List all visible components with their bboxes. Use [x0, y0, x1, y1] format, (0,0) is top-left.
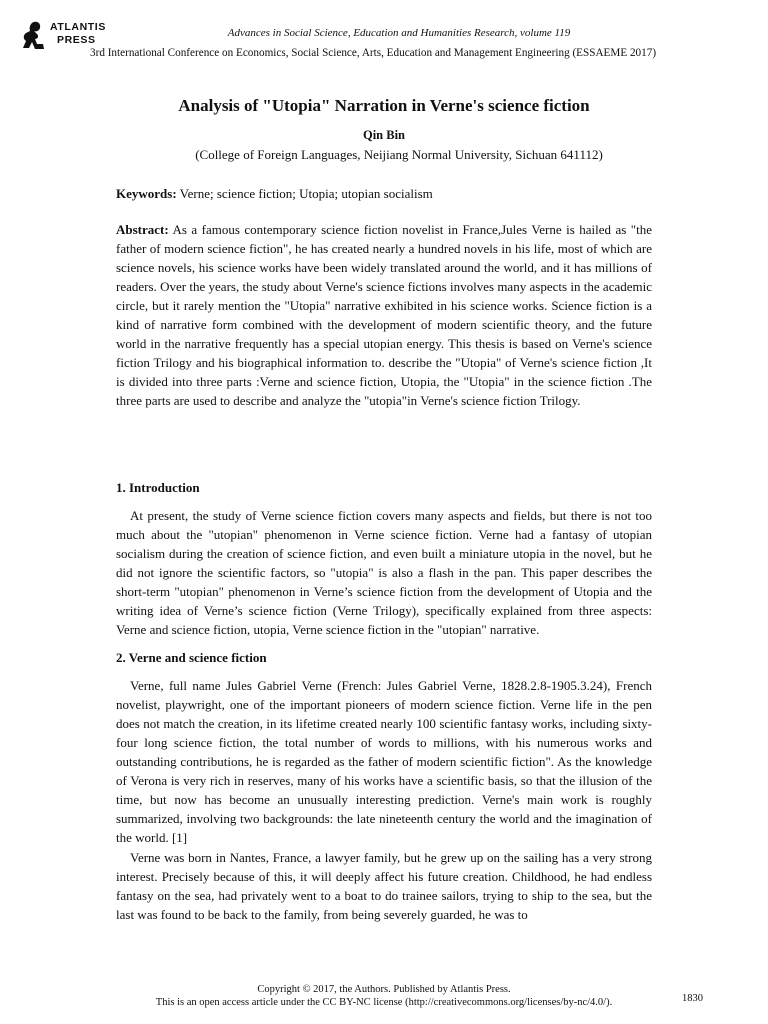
page-number: 1830 [682, 993, 703, 1004]
abstract [116, 220, 652, 410]
keywords-label: Keywords: [116, 186, 177, 201]
logo-line1: ATLANTIS [50, 21, 106, 33]
logo-line2: PRESS [57, 34, 96, 46]
paper-affiliation: (College of Foreign Languages, Neijiang Normal University, Sichuan 641112) [195, 147, 603, 162]
footer-copyright: Copyright © 2017, the Authors. Published by Atlantis Press. [257, 984, 511, 995]
verne-paragraph-2: Verne was born in Nantes, France, a lawyer family, but he grew up on the sailing has a very strong interest. Precisely because of this, it will deeply affect his future creation. Childhood, he had endless fantasy on the sea, had privately went to a boat to do trainee sailors, trying to ship to the sea, but the last was found to be back to the family, from being severely guarded, he was to [116, 850, 652, 922]
keywords [116, 184, 652, 203]
section-heading-introduction: 1. Introduction [116, 480, 200, 495]
conference-header: 3rd International Conference on Economics, Social Science, Arts, Education and Management Engineering (ESSAEME 2017) [90, 47, 657, 59]
section-heading-verne: 2. Verne and science fiction [116, 650, 267, 665]
abstract-label: Abstract: [116, 222, 169, 237]
paper-title: Analysis of "Utopia" Narration in Verne's science fiction [178, 96, 590, 115]
paper-author: Qin Bin [362, 128, 406, 142]
introduction-paragraph: At present, the study of Verne science fiction covers many aspects and fields, but there is not too much about the "utopian" phenomenon in Verne science fiction. Verne had a fantasy of utopian socialism during the creation of science fiction, and even built a miniature utopia in the novel, but he did not ignore the scientific factors, so "utopia" is also a flash in the pan. This paper describes the short-term "utopian" phenomenon in Verne’s science fiction from the development of Utopia and the writing idea of Verne’s science fiction (Verne Trilogy), specifically explained from three aspects: Verne and science fiction, utopia, Verne science fiction in the "utopian" narrative. [116, 508, 652, 637]
verne-paragraph-1: Verne, full name Jules Gabriel Verne (French: Jules Gabriel Verne, 1828.2.8-1905.3.24), French novelist, playwright, one of the important pioneers of modern science fiction. Verne life in the pen does not match the creation, in its lifetime created nearly 100 scientific fantasy works, including sixty-four long science fiction, the total number of words to millions, with his numerous works and outstanding contributions, he is regarded as the father of modern scientific fiction". As the knowledge of Verona is very rich in reserves, many of his works have a scientific basis, so that the illusion of the time, but now has become an unusually interesting prediction. Verne's main work is roughly summarized, involving two backgrounds: the late nineteenth century the world and the imagination of the world. [1] [116, 678, 652, 845]
footer-license: This is an open access article under the CC BY-NC license (http://creativecommons.org/licenses/by-nc/4.0/). [155, 997, 613, 1008]
journal-header: Advances in Social Science, Education and Humanities Research, volume 119 [227, 27, 571, 39]
keywords-text: Verne; science fiction; Utopia; utopian socialism [176, 186, 433, 201]
abstract-text: As a famous contemporary science fiction novelist in France,Jules Verne is hailed as "the father of modern science fiction", he has created nearly a hundred novels in his life, most of which are science novels, his science works have been widely translated around the world, and it has millions of readers. Over the years, the study about Verne's science fictions involves many aspects in the academic circle, but it rarely mention the "Utopia" narrative exhibited in his science works. Science fiction is a kind of narrative form combined with the development of modern scientific theory, and the future world in the narrative frequently has a special utopian energy. This thesis is based on Verne's science fiction Trilogy and his biographical information to. describe the "Utopia" of Verne's science fiction ,It is divided into three parts :Verne and science fiction, Utopia, the "Utopia" in the science fiction .The three parts are used to describe and analyze the "utopia"in Verne's science fiction Trilogy. [116, 222, 652, 408]
